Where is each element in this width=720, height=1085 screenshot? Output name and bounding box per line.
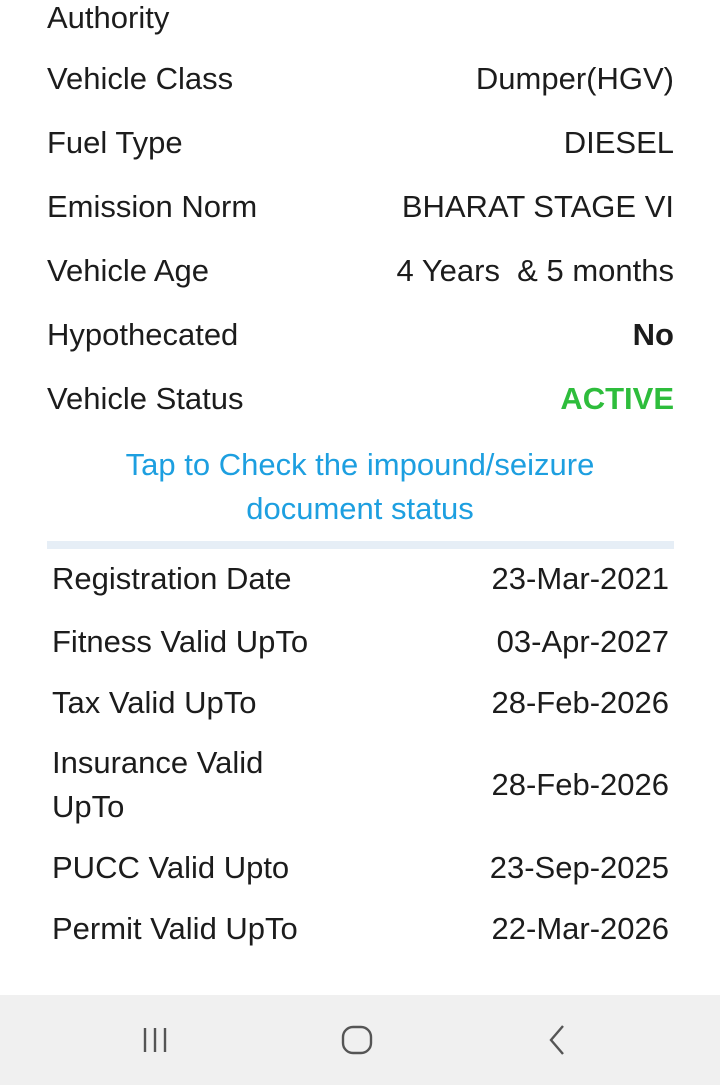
authority-label: Authority xyxy=(47,0,170,35)
detail-value: Dumper(HGV) xyxy=(475,61,674,96)
detail-label: Emission Norm xyxy=(47,189,258,224)
validity-value: 23-Mar-2021 xyxy=(491,561,669,596)
validity-label: Fitness Valid UpTo xyxy=(52,624,309,659)
impound-link-line2[interactable]: document status xyxy=(246,491,474,526)
detail-row-vehicle-age xyxy=(47,239,674,303)
detail-row-fuel-type xyxy=(47,111,674,175)
validity-label: PUCC Valid Upto xyxy=(52,850,290,885)
status-badge: ACTIVE xyxy=(560,381,674,416)
validity-row-permit xyxy=(52,898,669,960)
home-button[interactable] xyxy=(327,1015,387,1065)
validity-row-registration-date xyxy=(52,548,669,610)
validity-row-insurance xyxy=(52,732,669,838)
detail-row-vehicle-class xyxy=(47,47,674,111)
validity-value: 28-Feb-2026 xyxy=(491,685,669,720)
recent-apps-button[interactable] xyxy=(125,1015,185,1065)
detail-label: Hypothecated xyxy=(47,317,239,352)
detail-label: Fuel Type xyxy=(47,125,183,160)
validity-label: Insurance Valid UpTo xyxy=(52,745,264,824)
validity-label: Permit Valid UpTo xyxy=(52,911,298,946)
recent-apps-icon xyxy=(140,1025,170,1055)
validity-row-fitness xyxy=(52,610,669,674)
detail-value: BHARAT STAGE VI xyxy=(401,189,674,224)
detail-label: Vehicle Age xyxy=(47,253,210,288)
back-button[interactable] xyxy=(528,1015,588,1065)
home-icon xyxy=(340,1023,374,1057)
validity-value: 03-Apr-2027 xyxy=(496,624,669,659)
detail-row-hypothecated xyxy=(47,303,674,367)
validity-list xyxy=(52,548,669,960)
validity-row-tax xyxy=(52,674,669,732)
validity-value: 23-Sep-2025 xyxy=(489,850,669,885)
detail-label: Vehicle Class xyxy=(47,61,234,96)
vehicle-details-list xyxy=(47,47,674,431)
detail-label: Vehicle Status xyxy=(47,381,244,416)
hypothecated-value: No xyxy=(632,317,674,352)
back-icon xyxy=(543,1023,573,1057)
detail-value: DIESEL xyxy=(563,125,674,160)
detail-row-vehicle-status xyxy=(47,367,674,431)
validity-value: 28-Feb-2026 xyxy=(491,767,669,802)
detail-value: 4 Years & 5 months xyxy=(396,253,674,288)
validity-label: Tax Valid UpTo xyxy=(52,685,257,720)
impound-link-line1[interactable]: Tap to Check the impound/seizure xyxy=(125,447,595,482)
validity-value: 22-Mar-2026 xyxy=(491,911,669,946)
detail-row-emission-norm xyxy=(47,175,674,239)
validity-row-pucc xyxy=(52,838,669,898)
system-navigation-bar xyxy=(0,995,720,1085)
impound-status-link[interactable] xyxy=(60,443,660,531)
validity-label: Registration Date xyxy=(52,561,292,596)
